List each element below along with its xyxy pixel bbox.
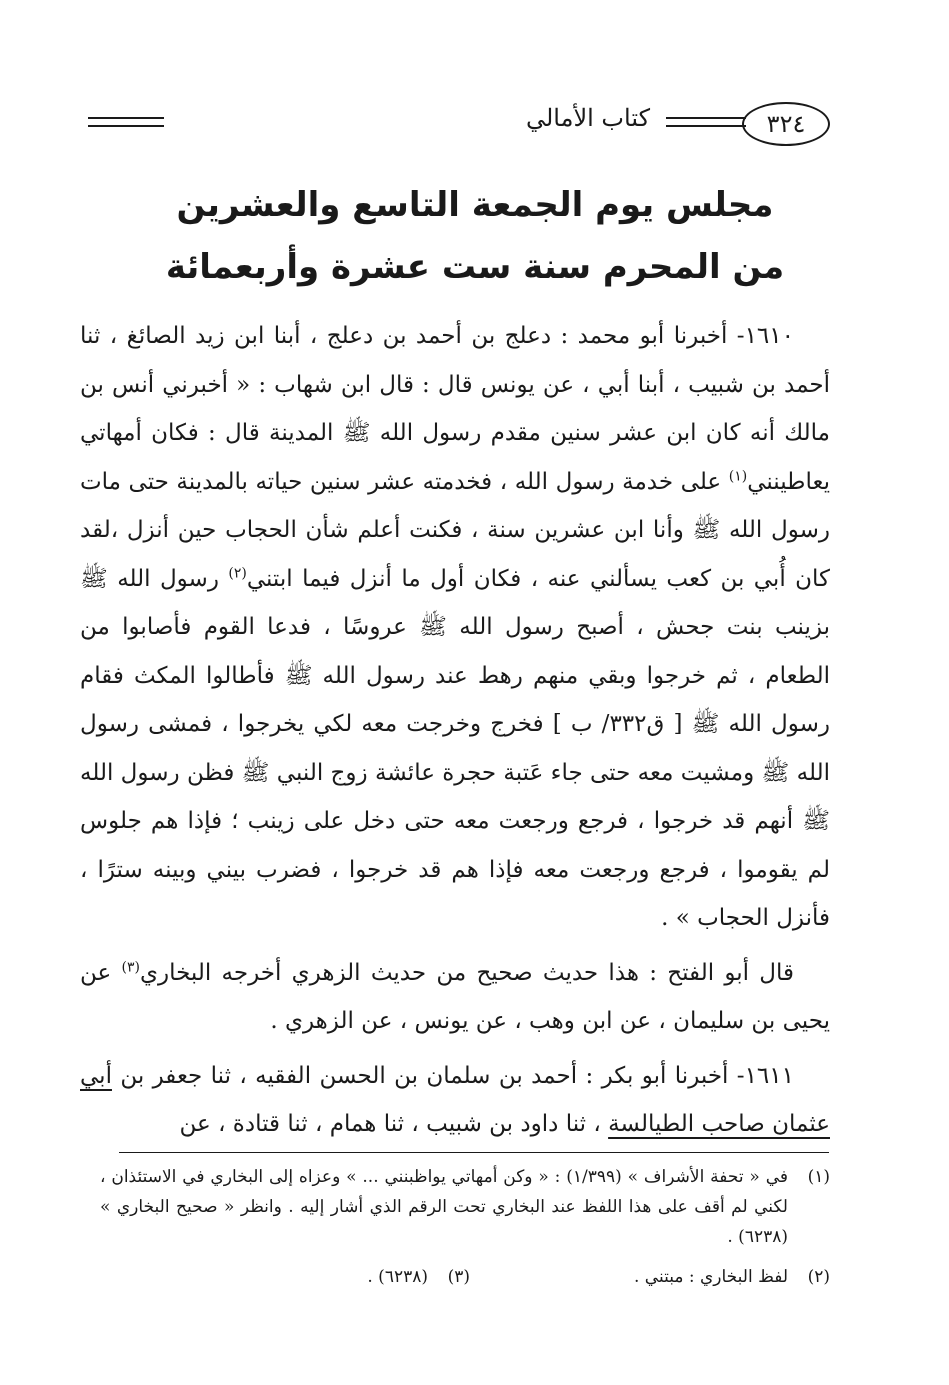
footnote-3-number: (٣) <box>447 1267 470 1287</box>
footnote-separator <box>119 1152 829 1153</box>
footnotes <box>100 1162 830 1292</box>
footnotes-row <box>100 1262 830 1292</box>
commentary-part-2: عن يحيى بن سليمان ، عن ابن وهب ، عن يونس ، عن الزهري . <box>80 959 830 1034</box>
footnote-1-text: في « تحفة الأشراف » (١/٣٩٩) : « وكن أمهاتي يواظبنني ... » وعزاه إلى البخاري في الاستئذان ، لكني لم أقف على هذا اللفظ عند البخاري تحت الرقم الذي أشار إليه . وانظر « صحيح البخاري » (٦٢٣٨) . <box>100 1167 788 1247</box>
footnote-3 <box>100 1262 470 1292</box>
main-text <box>80 312 830 1149</box>
commentary-abu-alfath <box>80 949 830 1046</box>
chapter-title-line-2: من المحرم سنة ست عشرة وأربعمائة <box>165 247 785 287</box>
footnote-1-number: (١) <box>807 1167 830 1187</box>
page-number: ٣٢٤ <box>742 102 830 146</box>
hadith-1610-part-2: على خدمة رسول الله ، فخدمته عشر سنين حياته بالمدينة حتى مات رسول الله ﷺ وأنا ابن عشرين سنة ، فكنت أعلم شأن الحجاب حين أنزل ،لقد كان أُبي بن كعب يسألني عنه ، فكان أول ما أنزل فيما ابتني <box>80 468 830 592</box>
running-header <box>88 98 830 154</box>
footnote-2 <box>470 1262 830 1292</box>
hadith-1610-part-1: ١٦١٠- أخبرنا أبو محمد : دعلج بن أحمد بن دعلج ، أبنا ابن زيد الصائغ ، ثنا أحمد بن شبيب ، أبنا أبي ، عن يونس قال : قال ابن شهاب : « أخبرني أنس بن مالك أنه كان ابن عشر سنين مقدم رسول الله ﷺ المدينة قال : فكان أمهاتي يعاطينني <box>80 323 830 495</box>
chapter-title-line-1: مجلس يوم الجمعة التاسع والعشرين <box>176 185 774 225</box>
book-title: كتاب الأمالي <box>525 104 650 132</box>
footnote-3-text: (٦٢٣٨) . <box>367 1267 428 1287</box>
footnote-1 <box>100 1162 830 1252</box>
commentary-part-1: قال أبو الفتح : هذا حديث صحيح من حديث الزهري أخرجه البخاري <box>139 959 794 986</box>
footnote-ref-3[interactable]: (٣) <box>121 958 140 975</box>
hadith-1610 <box>80 312 830 943</box>
chapter-title <box>90 174 860 298</box>
hadith-1611-part-2: ، ثنا داود بن شبيب ، ثنا همام ، ثنا قتادة ، عن <box>179 1111 609 1137</box>
header-rule-left <box>88 117 164 127</box>
header-rule-right <box>666 117 746 127</box>
footnote-2-text: لفظ البخاري : مبتني . <box>633 1267 788 1287</box>
footnote-ref-1[interactable]: (١) <box>728 467 748 484</box>
footnote-ref-2[interactable]: (٢) <box>228 564 247 581</box>
hadith-1611-underlined-name: أبي عثمان صاحب الطيالسة <box>80 1062 830 1137</box>
hadith-1611 <box>80 1052 830 1149</box>
hadith-1610-part-3: رسول الله ﷺ بزينب بنت جحش ، أصبح رسول الله ﷺ عروسًا ، فدعا القوم فأصابوا من الطعام ، ثم خرجوا وبقي منهم رهط عند رسول الله ﷺ فأطالوا المكث فقام رسول الله ﷺ [ ق٣٣٢/ ب ] فخرج وخرجت معه لكي يخرجوا ، فمشى رسول الله ﷺ ومشيت معه حتى جاء عَتبة حجرة عائشة زوج النبي ﷺ فظن رسول الله ﷺ أنهم قد خرجوا ، فرجع ورجعت معه حتى دخل على زينب ؛ فإذا هم جلوس لم يقوموا ، فرجع ورجعت معه فإذا هم قد خرجوا ، فضرب بيني وبينه سترًا ، فأنزل الحجاب » . <box>80 565 831 931</box>
hadith-1611-part-1: ١٦١١- أخبرنا أبو بكر : أحمد بن سلمان بن الحسن الفقيه ، ثنا جعفر بن <box>111 1062 794 1089</box>
footnote-2-number: (٢) <box>807 1267 830 1287</box>
